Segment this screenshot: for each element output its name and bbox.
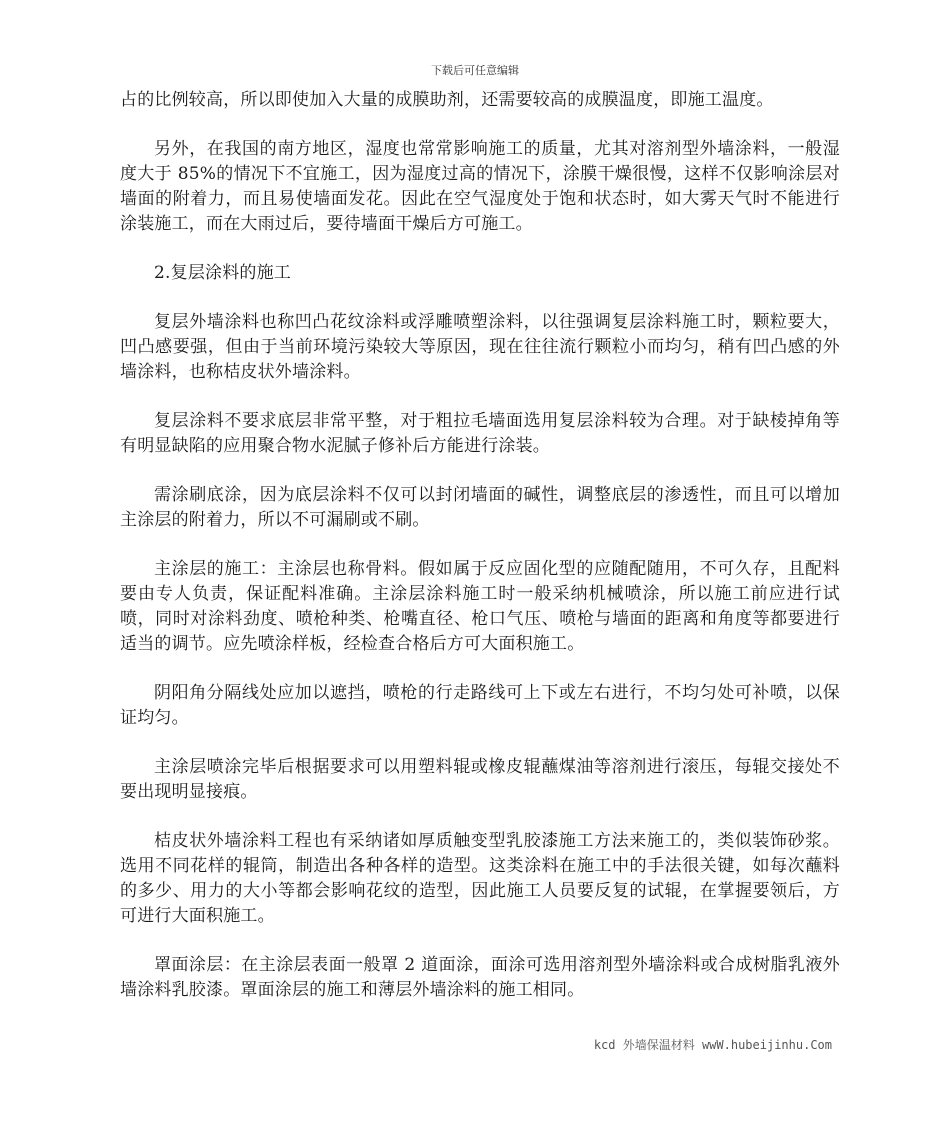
paragraph-top-coat: 罩面涂层：在主涂层表面一般罩 2 道面涂，面涂可选用溶剂型外墙涂料或合成树脂乳液外墙涂料乳胶漆。罩面涂层的施工和薄层外墙涂料的施工相同。 — [120, 955, 840, 1000]
section-heading: 2.复层涂料的施工 — [154, 263, 292, 283]
paragraph-continuation: 占的比例较高，所以即使加入大量的成膜助剂，还需要较高的成膜温度，即施工温度。 — [120, 90, 774, 110]
paragraph-main-coat: 主涂层的施工：主涂层也称骨料。假如属于反应固化型的应随配随用，不可久存，且配料要由专人负责，保证配料准确。主涂层涂料施工时一般采纳机械喷涂，所以施工前应进行试喷，同时对涂料劲度、喷枪种类、枪嘴直径、枪口气压、喷枪与墙面的距离和角度等都要进行适当的调节。应先喷涂样板，经检查合格后方可大面积施工。 — [120, 559, 840, 654]
paragraph-textured-coating: 复层外墙涂料也称凹凸花纹涂料或浮雕喷塑涂料，以往强调复层涂料施工时，颗粒要大，凹凸感要强，但由于当前环境污染较大等原因，现在往往流行颗粒小而均匀，稍有凹凸感的外墙涂料，也称桔皮状外墙涂料。 — [120, 312, 840, 382]
paragraph-orange-peel: 桔皮状外墙涂料工程也有采纳诸如厚质触变型乳胶漆施工方法来施工的，类似装饰砂浆。选用不同花样的辊筒，制造出各种各样的造型。这类涂料在施工中的手法很关键，如每次蘸料的多少、用力的大小等都会影响花纹的造型，因此施工人员要反复的试辊，在掌握要领后，方可进行大面积施工。 — [120, 831, 840, 926]
paragraph-humidity: 另外，在我国的南方地区，湿度也常常影响施工的质量，尤其对溶剂型外墙涂料，一般湿度大于 85%的情况下不宜施工，因为湿度过高的情况下，涂膜干燥很慢，这样不仅影响涂层对墙面的附着力，而且易使墙面发花。因此在空气湿度处于饱和状态时，如大雾天气时不能进行涂装施工，而在大雨过后，要待墙面干燥后方可施工。 — [120, 139, 840, 234]
paragraph-primer: 需涂刷底涂，因为底层涂料不仅可以封闭墙面的碱性，调整底层的渗透性，而且可以增加主涂层的附着力，所以不可漏刷或不刷。 — [120, 485, 840, 530]
page-header: 下载后可任意编辑 — [431, 64, 519, 77]
document-body — [120, 88, 840, 1027]
paragraph-rolling: 主涂层喷涂完毕后根据要求可以用塑料辊或橡皮辊蘸煤油等溶剂进行滚压，每辊交接处不要出现明显接痕。 — [120, 757, 840, 802]
paragraph-base-layer: 复层涂料不要求底层非常平整，对于粗拉毛墙面选用复层涂料较为合理。对于缺棱掉角等有明显缺陷的应用聚合物水泥腻子修补后方能进行涂装。 — [120, 411, 840, 456]
page-footer: kcd 外墙保温材料 wwW.hubeijinhu.Com — [593, 1038, 832, 1052]
paragraph-corners: 阴阳角分隔线处应加以遮挡，喷枪的行走路线可上下或左右进行，不均匀处可补喷，以保证均匀。 — [120, 683, 840, 728]
